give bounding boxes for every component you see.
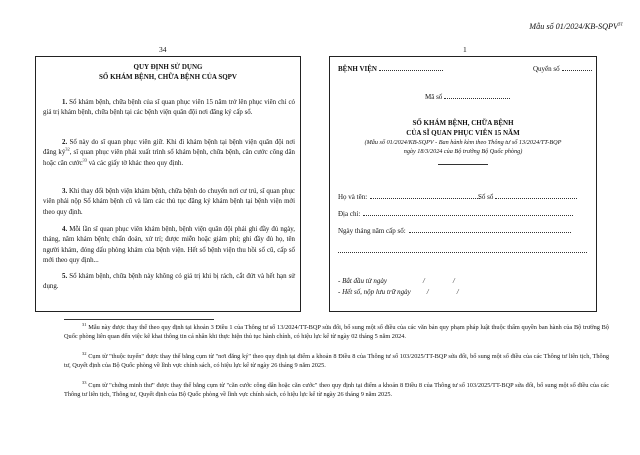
blank-line xyxy=(338,252,587,253)
form-number: Mẫu số 01/2024/KB-SQPV$^{31}$ xyxy=(529,22,623,31)
footnote-31: $^{31}$ Mẫu này được thay thế theo quy định tại khoản 3 Điều 1 của Thông tư số 13/2024/TT-BQP sửa đổi, bổ sung một số điều của các văn bản quy phạm pháp luật thuộc thẩm quyền ban hành của Bộ trưởng Bộ Quốc phòng liên quan đến việc kê khai thông tin cá nhân khi thực hiện thủ tục hành chính, có hiệu lực kể từ ngày 02 tháng 5 năm 2024. xyxy=(64,321,609,340)
rule-item-4: 4. Mỗi lần sĩ quan phục viên khám bệnh, bệnh viện quân đội phải ghi đầy đủ ngày, tháng, năm khám bệnh; chẩn đoán, xử trí; được miễn hoặc giảm phí; ghi đầy đủ họ, tên người khám, đóng dấu phòng khám của bệnh viện. Hết sổ bệnh viện thu hồi sổ cũ, cấp sổ mới theo quy định... xyxy=(43,226,295,265)
name-field: Họ và tên: xyxy=(338,192,480,201)
left-title-line1: QUY ĐỊNH SỬ DỤNG xyxy=(133,63,203,71)
footnote-33: $^{33}$ Cụm từ "chứng minh thư" được thay thế bằng cụm từ "căn cước công dân hoặc căn cước" theo quy định tại điểm a khoản 8 Điều 8 của Thông tư số 103/2025/TT-BQP sửa đổi, bổ sung một số điều của các Thông tư liên tịch, Thông tư, Quyết định của Bộ Quốc phòng về lĩnh vực chính sách, có hiệu lực kể từ ngày 26 tháng 9 năm 2025. xyxy=(64,379,609,398)
rule-item-2: 2. Sổ này do sĩ quan phục viên giữ. Khi đi khám bệnh tại bệnh viện quân đội nơi đăng $ký^{32}$, sĩ quan phục viên phải xuất trình sổ khám bệnh, chữa bệnh, căn cước công dân hoặc căn cước$^{33}$ và các giấy tờ khác theo quy định. xyxy=(43,139,295,167)
end-date-line: - Hết số, nộp lưu trữ ngày / / xyxy=(338,288,459,296)
footnote-32: $^{32}$ Cụm từ "thuộc tuyến" được thay thế bằng cụm từ "nơi đăng ký" theo quy định tại điểm a khoản 8 Điều 8 của Thông tư số 103/2025/TT-BQP sửa đổi, bổ sung một số điều của các Thông tư liên tịch, Thông tư, Quyết định của Bộ Quốc phòng về lĩnh vực chính sách, có hiệu lực kể từ ngày 26 tháng 9 năm 2025. xyxy=(64,350,609,369)
right-title-line1: SỔ KHÁM BỆNH, CHỮA BỆNH xyxy=(412,119,514,127)
left-title-line2: SỔ KHÁM BỆNH, CHỮA BỆNH CỦA SQPV xyxy=(98,73,237,81)
rule-item-1: 1. Sổ khám bệnh, chữa bệnh của sĩ quan phục viên 15 năm trở lên phục viên chỉ có giá trị khám bệnh, chữa bệnh tại các bệnh viện quân đội nơi đăng ký cấp sổ. xyxy=(43,99,295,117)
issue-date-field: Ngày tháng năm cấp sổ: xyxy=(338,226,571,235)
footnote-separator xyxy=(64,319,214,320)
rule-item-5: 5. Sổ khám bệnh, chữa bệnh này không có giá trị khi bị rách, cắt đứt và hết hạn sử dụng. xyxy=(43,273,295,291)
right-subtitle: (Mẫu số 01/2024/KB-SQPV - Ban hành kèm theo Thông tư số 13/2024/TT-BQP ngày 18/3/2024 của Bộ trưởng Bộ Quốc phòng) xyxy=(364,139,562,155)
right-title-line2: CỦA SĨ QUAN PHỤC VIÊN 15 NĂM xyxy=(406,129,520,137)
rule-item-3: 3. Khi thay đổi bệnh viện khám bệnh, chữa bệnh do chuyển nơi cư trú, sĩ quan phục viên phải nộp Sổ khám bệnh cũ và làm các thủ tục đăng ký khám bệnh tại bệnh viện mới theo quy định. xyxy=(43,188,295,216)
right-page-number: 1 xyxy=(463,45,467,54)
start-date-line: - Bắt đầu từ ngày / / xyxy=(338,277,455,285)
hospital-label: BỆNH VIỆN xyxy=(338,64,443,73)
book-no-field: Số sổ xyxy=(478,192,577,201)
code-label: Mã số xyxy=(425,92,510,101)
address-field: Địa chỉ: xyxy=(338,209,573,218)
left-page-number: 34 xyxy=(159,45,167,54)
title-divider xyxy=(438,164,488,165)
book-number-label: Quyển số xyxy=(533,64,592,73)
